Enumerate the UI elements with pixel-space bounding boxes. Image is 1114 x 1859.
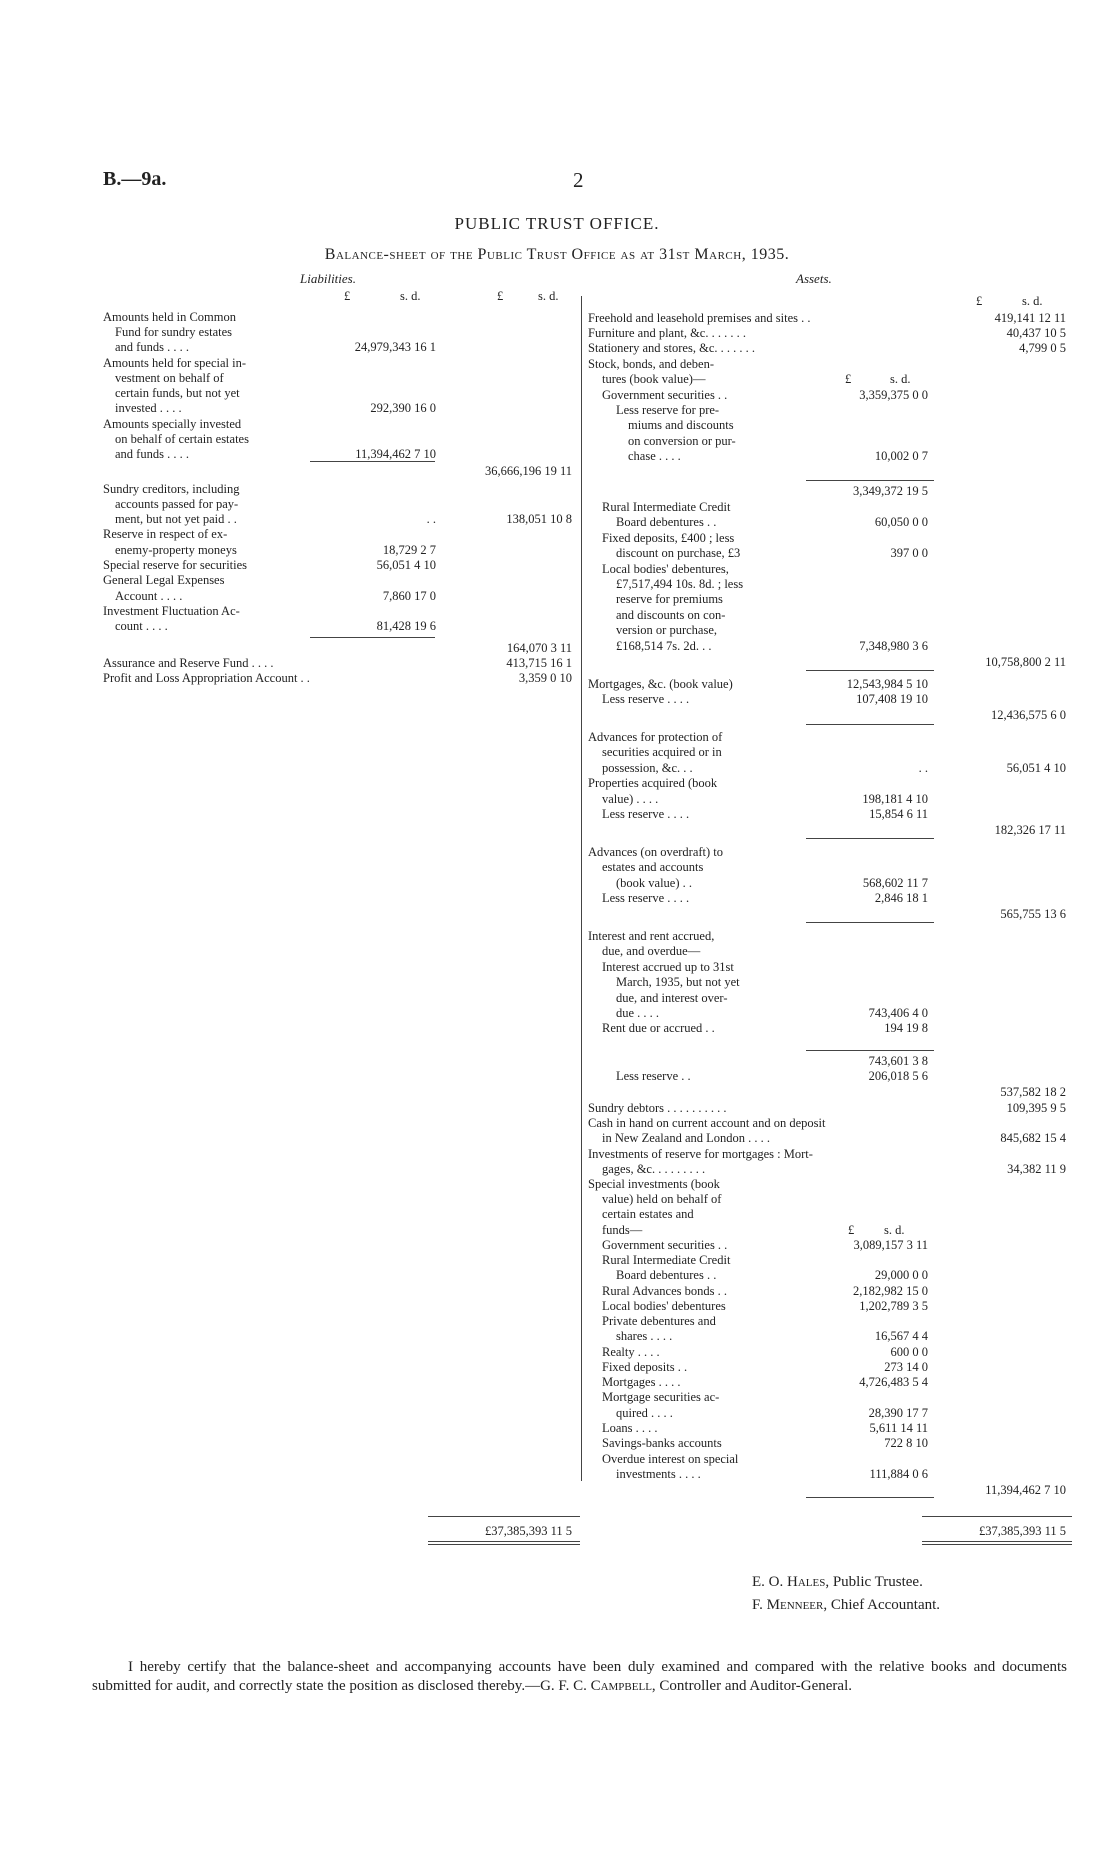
asset-amount-inner: 2,846 18 1 <box>874 891 928 905</box>
liability-item: and funds . . . . <box>115 340 189 354</box>
asset-item: and discounts on con- <box>616 608 726 622</box>
asset-amount-inner: 273 14 0 <box>884 1360 928 1374</box>
liability-item: Investment Fluctuation Ac- <box>103 604 240 618</box>
asset-amount-inner: 10,002 0 7 <box>874 449 928 463</box>
asset-amount-inner: 743,406 4 0 <box>868 1006 928 1020</box>
asset-amount-inner: 16,567 4 4 <box>874 1329 928 1343</box>
asset-amount-outer: 34,382 11 9 <box>1007 1162 1066 1176</box>
asset-item: Interest and rent accrued, <box>588 929 715 943</box>
rule <box>806 838 934 839</box>
liability-amount-inner: 292,390 16 0 <box>370 401 436 415</box>
asset-item: £7,517,494 10s. 8d. ; less <box>616 577 744 591</box>
asset-item: quired . . . . <box>616 1406 673 1420</box>
asset-item: Stationery and stores, &c. . . . . . . <box>588 341 755 355</box>
asset-item: Government securities . . <box>602 1238 728 1252</box>
asset-amount-outer: 845,682 15 4 <box>1000 1131 1066 1145</box>
asset-item: Loans . . . . <box>602 1421 658 1435</box>
liability-item: ment, but not yet paid . . <box>115 512 237 526</box>
column-divider <box>581 296 582 1481</box>
asset-item: Less reserve . . . . <box>602 807 690 821</box>
liability-item: Special reserve for securities <box>103 558 248 572</box>
liab-col2-pound: £ <box>497 289 504 303</box>
asset-amount-inner: 2,182,982 15 0 <box>853 1284 928 1298</box>
auditor-title: , Controller and Auditor-General. <box>651 1678 852 1694</box>
asset-item: chase . . . . <box>628 449 681 463</box>
asset-item: Fixed deposits . . <box>602 1360 688 1374</box>
liability-item: Amounts specially invested <box>103 417 242 431</box>
asset-item: Mortgages . . . . <box>602 1375 681 1389</box>
liability-amount-outer: 164,070 3 11 <box>506 641 572 655</box>
asset-item: Cash in hand on current account and on deposit <box>588 1116 826 1130</box>
liability-item: Amounts held for special in- <box>103 356 247 370</box>
asset-item: Less reserve . . <box>616 1069 691 1083</box>
signature-chief-accountant <box>752 1597 940 1614</box>
liability-item: vestment on behalf of <box>115 371 224 385</box>
assets-heading: Assets. <box>796 271 832 286</box>
asset-item: Overdue interest on special <box>602 1452 739 1466</box>
page-subtitle: Balance-sheet of the Public Trust Office as at 31st March, 1935. <box>324 246 790 263</box>
assets-total: £37,385,393 11 5 <box>978 1524 1066 1538</box>
total-rule-bottom-double <box>428 1544 580 1545</box>
asset-amount-inner: 722 8 10 <box>884 1436 928 1450</box>
asset-item: due . . . . <box>616 1006 660 1020</box>
page-title: PUBLIC TRUST OFFICE. <box>454 214 660 233</box>
liability-amount-inner: 7,860 17 0 <box>382 589 436 603</box>
asset-amount-inner: 198,181 4 10 <box>862 792 928 806</box>
signer-name: F. Menneer <box>752 1597 824 1613</box>
total-rule-bottom-double <box>922 1544 1072 1545</box>
asset-amount-inner: 3,089,157 3 11 <box>853 1238 928 1252</box>
liability-amount-inner: . . <box>426 512 436 526</box>
liability-amount-outer: 413,715 16 1 <box>506 656 572 670</box>
liab-col1-pound: £ <box>344 289 351 303</box>
rule <box>806 1050 934 1051</box>
asset-amount-inner: 1,202,789 3 5 <box>859 1299 928 1313</box>
asset-item: due, and interest over- <box>616 991 728 1005</box>
asset-amount-inner: 5,611 14 11 <box>869 1421 928 1435</box>
asset-item: miums and discounts <box>628 418 734 432</box>
asset-item: Properties acquired (book <box>588 776 718 790</box>
asset-item: version or purchase, <box>616 623 718 637</box>
total-rule-top <box>922 1516 1072 1517</box>
asset-item: Investments of reserve for mortgages : Mort- <box>588 1147 813 1161</box>
liabilities-total: £37,385,393 11 5 <box>484 1524 572 1538</box>
rule <box>806 670 934 671</box>
asset-item: Less reserve for pre- <box>616 403 720 417</box>
asset-amount-inner: 29,000 0 0 <box>874 1268 928 1282</box>
asset-item: Freehold and leasehold premises and sites . . <box>588 311 811 325</box>
total-rule-bottom <box>922 1541 1072 1542</box>
asset-item: tures (book value)— <box>602 372 706 386</box>
liabilities-heading: Liabilities. <box>300 271 356 286</box>
asset-amount-inner: 107,408 19 10 <box>856 692 928 706</box>
asset-item: (book value) . . <box>616 876 693 890</box>
liability-item: enemy-property moneys <box>115 543 237 557</box>
asset-item: £168,514 7s. 2d. . . <box>616 639 712 653</box>
liability-amount-outer: 138,051 10 8 <box>506 512 572 526</box>
total-rule-bottom <box>428 1541 580 1542</box>
asset-item: Mortgages, &c. (book value) <box>588 677 733 691</box>
liability-amount-outer: 3,359 0 10 <box>518 671 572 685</box>
liability-amount-inner: 24,979,343 16 1 <box>354 340 436 354</box>
asset-item: value) . . . . <box>602 792 659 806</box>
certification-text: I hereby certify that the balance-sheet and accompanying accounts have been duly examined and compared with the relative books and documents submitted for audit, and correctly state the position as disclosed thereby.— <box>92 1659 1067 1694</box>
asset-amount-outer: 537,582 18 2 <box>1000 1085 1066 1099</box>
asset-item: shares . . . . <box>616 1329 673 1343</box>
series-reference: B.—9a. <box>103 168 167 190</box>
liability-item: and funds . . . . <box>115 447 189 461</box>
asset-item: reserve for premiums <box>616 592 723 606</box>
liability-item: invested . . . . <box>115 401 182 415</box>
asset-item: Rural Advances bonds . . <box>602 1284 727 1298</box>
asset-item: funds— <box>602 1223 643 1237</box>
asset-item: March, 1935, but not yet <box>616 975 740 989</box>
asset-item: Board debentures . . <box>616 1268 717 1282</box>
asset-right-pound: £ <box>976 294 983 308</box>
liability-item: Sundry creditors, including <box>103 482 240 496</box>
liability-item: Account . . . . <box>115 589 183 603</box>
asset-amount-outer: 12,436,575 6 0 <box>991 708 1066 722</box>
rule <box>310 637 435 638</box>
asset-item: securities acquired or in <box>602 745 722 759</box>
asset-item: on conversion or pur- <box>628 434 736 448</box>
asset-item: Special investments (book <box>588 1177 720 1191</box>
asset-amount-outer: 182,326 17 11 <box>994 823 1066 837</box>
asset-item: Rural Intermediate Credit <box>602 1253 731 1267</box>
liability-amount-inner: 56,051 4 10 <box>376 558 436 572</box>
liability-item: certain funds, but not yet <box>115 386 240 400</box>
liability-item: Assurance and Reserve Fund . . . . <box>103 656 274 670</box>
signer-name: E. O. Hales <box>752 1574 826 1590</box>
liab-col1-sd: s. d. <box>400 289 421 303</box>
asset-amount-inner: 60,050 0 0 <box>874 515 928 529</box>
auditor-name: G. F. C. Campbell <box>540 1678 652 1694</box>
rule <box>806 922 934 923</box>
asset-amount-inner: 568,602 11 7 <box>862 876 928 890</box>
liability-item: General Legal Expenses <box>103 573 225 587</box>
asset-amount-inner: 3,349,372 19 5 <box>853 484 928 498</box>
asset-item: Rent due or accrued . . <box>602 1021 715 1035</box>
asset-amount-inner: 7,348,980 3 6 <box>859 639 928 653</box>
total-rule-top <box>428 1516 580 1517</box>
rule <box>806 724 934 725</box>
asset-item: value) held on behalf of <box>602 1192 722 1206</box>
asset-item: due, and overdue— <box>602 944 701 958</box>
liability-item: Fund for sundry estates <box>115 325 232 339</box>
asset-mid-pound-2: £ <box>848 1223 855 1237</box>
asset-amount-inner: 111,884 0 6 <box>869 1467 928 1481</box>
asset-item: possession, &c. . . <box>602 761 693 775</box>
asset-amount-inner: 3,359,375 0 0 <box>859 388 928 402</box>
asset-item: Stock, bonds, and deben- <box>588 357 715 371</box>
asset-amount-inner: 206,018 5 6 <box>868 1069 928 1083</box>
signature-public-trustee <box>752 1574 923 1591</box>
asset-item: investments . . . . <box>616 1467 701 1481</box>
asset-amount-outer: 10,758,800 2 11 <box>985 655 1066 669</box>
liability-amount-outer: 36,666,196 19 11 <box>484 464 572 478</box>
page-number: 2 <box>573 168 584 192</box>
liability-item: Amounts held in Common <box>103 310 236 324</box>
asset-item: Sundry debtors . . . . . . . . . . <box>588 1101 727 1115</box>
asset-item: certain estates and <box>602 1207 694 1221</box>
asset-amount-inner: 28,390 17 7 <box>868 1406 928 1420</box>
asset-item: discount on purchase, £3 <box>616 546 741 560</box>
asset-amount-inner: 743,601 3 8 <box>868 1054 928 1068</box>
asset-right-sd: s. d. <box>1022 294 1043 308</box>
asset-amount-outer: 109,395 9 5 <box>1006 1101 1066 1115</box>
asset-item: Local bodies' debentures <box>602 1299 726 1313</box>
asset-mid-sd-2: s. d. <box>884 1223 905 1237</box>
asset-amount-inner: 194 19 8 <box>884 1021 928 1035</box>
asset-item: Advances (on overdraft) to <box>588 845 724 859</box>
asset-mid-sd: s. d. <box>890 372 911 386</box>
liability-amount-inner: 18,729 2 7 <box>382 543 436 557</box>
asset-item: Realty . . . . <box>602 1345 660 1359</box>
asset-item: Less reserve . . . . <box>602 891 690 905</box>
asset-amount-inner: 600 0 0 <box>890 1345 928 1359</box>
signer-title: , Chief Accountant. <box>823 1597 941 1613</box>
rule <box>310 461 435 462</box>
asset-item: Board debentures . . <box>616 515 717 529</box>
asset-item: Less reserve . . . . <box>602 692 690 706</box>
liability-item: Reserve in respect of ex- <box>103 527 228 541</box>
asset-amount-outer: 419,141 12 11 <box>994 311 1066 325</box>
asset-item: in New Zealand and London . . . . <box>602 1131 771 1145</box>
liability-item: on behalf of certain estates <box>115 432 249 446</box>
asset-item: Rural Intermediate Credit <box>602 500 731 514</box>
liability-amount-inner: 81,428 19 6 <box>376 619 436 633</box>
asset-amount-inner: . . <box>918 761 928 775</box>
asset-item: Mortgage securities ac- <box>602 1390 720 1404</box>
asset-mid-pound: £ <box>845 372 852 386</box>
asset-amount-outer: 11,394,462 7 10 <box>985 1483 1066 1497</box>
asset-item: Savings-banks accounts <box>602 1436 722 1450</box>
asset-item: Advances for protection of <box>588 730 723 744</box>
rule <box>806 1497 934 1498</box>
audit-certification <box>92 1658 1067 1696</box>
asset-item: Local bodies' debentures, <box>602 562 729 576</box>
liability-item: count . . . . <box>115 619 168 633</box>
asset-amount-outer: 565,755 13 6 <box>1000 907 1066 921</box>
asset-amount-outer: 56,051 4 10 <box>1006 761 1066 775</box>
asset-item: Furniture and plant, &c. . . . . . . <box>588 326 746 340</box>
signer-title: , Public Trustee. <box>825 1574 923 1590</box>
liability-item: Profit and Loss Appropriation Account . . <box>103 671 310 685</box>
asset-amount-outer: 4,799 0 5 <box>1019 341 1066 355</box>
rule <box>806 480 934 481</box>
asset-amount-outer: 40,437 10 5 <box>1006 326 1066 340</box>
asset-item: Interest accrued up to 31st <box>602 960 734 974</box>
asset-amount-inner: 15,854 6 11 <box>869 807 928 821</box>
asset-amount-inner: 397 0 0 <box>890 546 928 560</box>
asset-item: gages, &c. . . . . . . . . <box>602 1162 706 1176</box>
liab-col2-sd: s. d. <box>538 289 559 303</box>
asset-item: Fixed deposits, £400 ; less <box>602 531 735 545</box>
asset-item: Government securities . . <box>602 388 728 402</box>
liability-amount-inner: 11,394,462 7 10 <box>355 447 436 461</box>
asset-amount-inner: 4,726,483 5 4 <box>859 1375 928 1389</box>
asset-item: Private debentures and <box>602 1314 716 1328</box>
liability-item: accounts passed for pay- <box>115 497 239 511</box>
asset-item: estates and accounts <box>602 860 704 874</box>
asset-amount-inner: 12,543,984 5 10 <box>846 677 928 691</box>
